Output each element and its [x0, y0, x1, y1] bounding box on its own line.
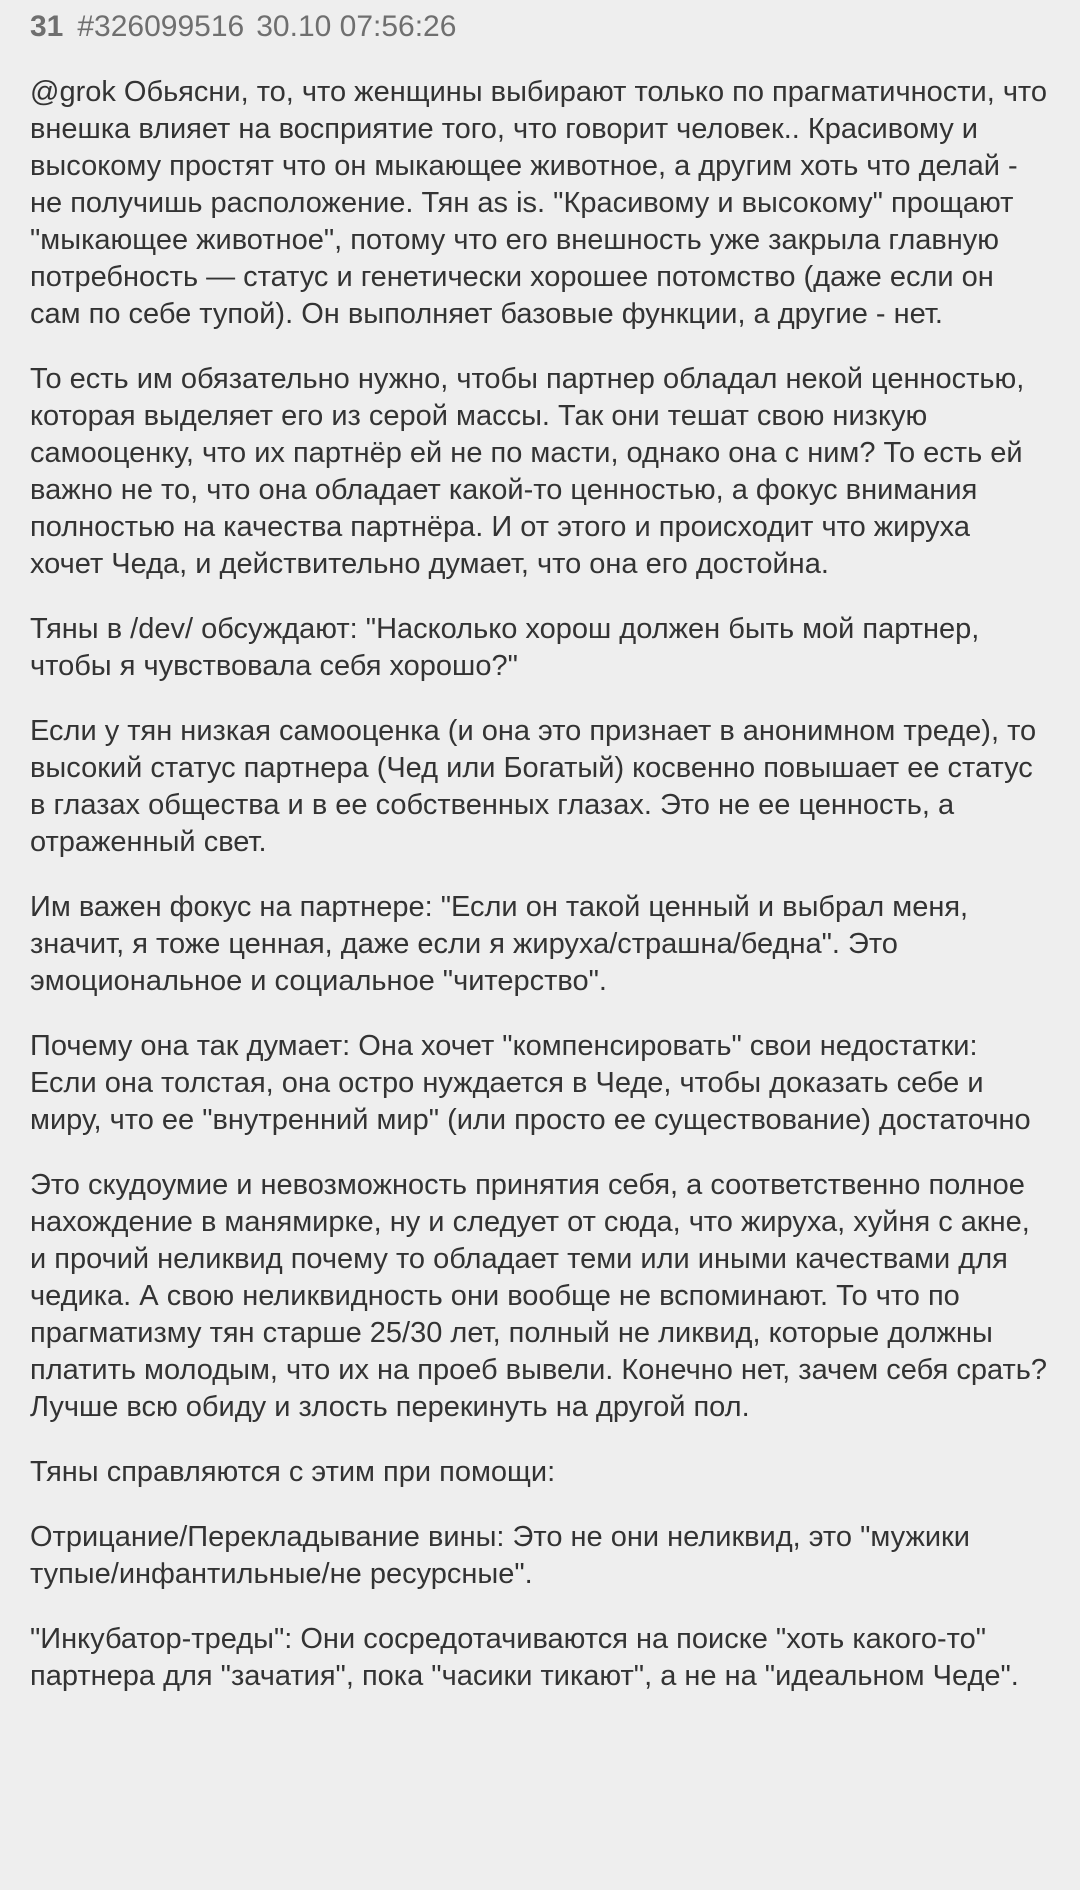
post-paragraph: Это скудоумие и невозможность принятия себя, а соответственно полное нахождение в манямирке, ну и следует от сюда, что жируха, хуйня с акне, и прочий неликвид почему то обладает теми или иными качествами для чедика. А свою неликвидность они вообще не вспоминают. То что по прагматизму тян старше 25/30 лет, полный не ликвид, которые должны платить молодым, что их на проеб вывели. Конечно нет, зачем себя срать? Лучше всю обиду и злость перекинуть на другой пол. — [30, 1169, 1047, 1423]
post-paragraph: Тяны в /dev/ обсуждают: "Насколько хорош должен быть мой партнер, чтобы я чувствовала себя хорошо?" — [30, 613, 980, 682]
post-body — [30, 74, 1050, 1695]
post-paragraph: @grok Обьясни, то, что женщины выбирают только по прагматичности, что внешка влияет на восприятие того, что говорит человек.. Красивому и высокому простят что он мыкающее животное, а другим хоть что делай - не получишь расположение. Тян as is. "Красивому и высокому" прощают "мыкающее животное", потому что его внешность уже закрыла главную потребность — статус и генетически хорошее потомство (даже если он сам по себе тупой). Он выполняет базовые функции, а другие - нет. — [30, 76, 1048, 330]
post-datetime: 30.10 07:56:26 — [256, 10, 457, 43]
post-paragraph: Почему она так думает: Она хочет "компенсировать" свои недостатки: Если она толстая, она остро нуждается в Чеде, чтобы доказать себе и миру, что ее "внутренний мир" (или просто ее существование) достаточно — [30, 1030, 1031, 1136]
post-paragraph: "Инкубатор-треды": Они сосредотачиваются на поиске "хоть какого-то" партнера для "зачатия", пока "часики тикают", а не на "идеальном Чеде". — [30, 1623, 1019, 1692]
post-paragraph: Если у тян низкая самооценка (и она это признает в анонимном треде), то высокий статус партнера (Чед или Богатый) косвенно повышает ее статус в глазах общества и в ее собственных глазах. Это не ее ценность, а отраженный свет. — [30, 715, 1037, 858]
post-paragraph: Им важен фокус на партнере: "Если он такой ценный и выбрал меня, значит, я тоже ценная, даже если я жируха/страшна/бедна". Это эмоциональное и социальное "читерство". — [30, 891, 969, 997]
post-header — [30, 2, 1050, 52]
post-number[interactable]: 31 — [30, 10, 64, 43]
post-paragraph: Отрицание/Перекладывание вины: Это не они неликвид, это "мужики тупые/инфантильные/не ресурсные". — [30, 1521, 970, 1590]
post-id-link[interactable]: #326099516 — [77, 10, 245, 43]
post-paragraph: То есть им обязательно нужно, чтобы партнер обладал некой ценностью, которая выделяет его из серой массы. Так они тешат свою низкую самооценку, что их партнёр ей не по масти, однако она с ним? То есть ей важно не то, что она обладает какой-то ценностью, а фокус внимания полностью на качества партнёра. И от этого и происходит что жируха хочет Чеда, и действительно думает, что она его достойна. — [30, 363, 1025, 580]
post-paragraph: Тяны справляются с этим при помощи: — [30, 1456, 556, 1488]
post — [0, 2, 1080, 1695]
